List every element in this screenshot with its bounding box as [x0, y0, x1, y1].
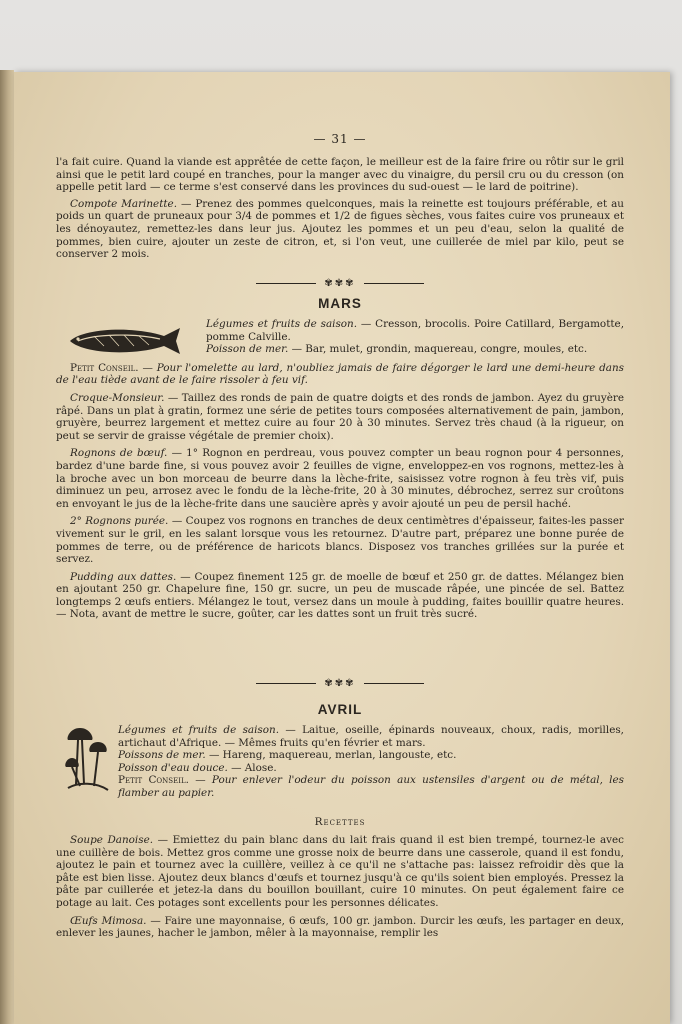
avril-poisson-douce: Poisson d'eau douce. — Alose. [118, 761, 277, 774]
section-title-mars: MARS [318, 296, 362, 311]
ornament-divider: ✾✾✾ [56, 278, 624, 289]
oeufs-mimosa-recipe: Œufs Mimosa. — Faire une mayonnaise, 6 œufs, 100 gr. jambon. Durcir les œufs, les partager en deux, enlever les jaunes, hacher le jambon, mêler à la mayonnaise, remplir les [56, 914, 625, 940]
intro-section [56, 156, 624, 261]
mars-conseil: Petit Conseil. — Pour l'omelette au lard, n'oubliez jamais de faire dégorger le lard une demi-heure dans de l'eau tiède avant de le faire rissoler à feu vif. [56, 361, 624, 387]
croque-monsieur-recipe: Croque-Monsieur. — Taillez des ronds de pain de quatre doigts et des ronds de jambon. Ayez du gruyère râpé. Dans un plat à gratin, formez une série de petites tours composées alternativement de pain, jambon, gruyère, beurrez largement et mettez cuire au four 20 à 30 minutes. Servez très chaud (à la rigueur, on peut se servir de graisse végétale de premier choix). [56, 391, 624, 442]
avril-recipes [56, 834, 624, 940]
avril-poisson-mer: Poissons de mer. — Hareng, maquereau, merlan, langouste, etc. [118, 749, 457, 762]
page-number: — 31 — [313, 132, 367, 146]
recettes-heading: Recettes [314, 816, 366, 828]
soupe-danoise-recipe: Soupe Danoise. — Emiettez du pain blanc dans du lait frais quand il est bien trempé, tournez-le avec une cuillère de bois. Mettez gros comme une grosse noix de beurre dans une casserole, quand il est fondu, ajoutez le pain et tournez avec la cuillère, veillez à ce qu'il ne s'attache pas: laissez refroidir dès que la pâte est bien lisse. Ajoutez deux blancs d'œufs et tournez jusqu'à ce qu'ils soient bien employés. Pressez la pâte par cuillerée et jetez-la dans du bouillon bouillant, cuire 10 minutes. On peut également faire ce potage au lait. Ces potages sont excellents pour les personnes délicates. [56, 834, 624, 909]
compote-title: Compote Marinette. [70, 197, 178, 210]
mars-section [56, 318, 624, 621]
mars-legumes: Légumes et fruits de saison. — Cresson, brocolis. Poire Catillard, Bergamotte, pomme Calville. [206, 318, 624, 343]
book-page [14, 72, 670, 1024]
book-spine [0, 70, 14, 1024]
compote-paragraph [56, 198, 624, 261]
rognons-puree-recipe: 2° Rognons purée. — Coupez vos rognons en tranches de deux centimètres d'épaisseur, faites-les passer vivement sur le gril, en les salant lorsque vous les retournez. D'autre part, préparez une bonne purée de pommes de terre, ou de préférence de haricots blancs. Disposez vos tranches grillées sur la purée et servez. [56, 515, 625, 566]
compote-body: — Prenez des pommes quelconques, mais la reinette est toujours préférable, et au poids un quart de pruneaux pour 3/4 de pommes et 1/2 de figues sèches, vous faites cuire vos pruneaux et les dénoyautez, remettez-les dans leur jus. Ajoutez les pommes et un peu d'eau, selon la qualité de pommes, bien cuire, ajouter un zeste de citron, et, si l'on veut, une cuillerée de miel par kilo, peut se conserver 2 mois. [56, 197, 624, 261]
avril-legumes: Légumes et fruits de saison. — Laitue, oseille, épinards nouveaux, choux, radis, morilles, artichaut d'Afrique. — Mêmes fruits qu'en février et mars. [118, 724, 624, 749]
pudding-recipe: Pudding aux dattes. — Coupez finement 125 gr. de moelle de bœuf et 250 gr. de dattes. Mélangez bien en ajoutant 250 gr. Chapelure fine, 150 gr. sucre, un peu de muscade râpée, une pincée de sel. Battez longtemps 2 œufs entiers. Mélangez le tout, versez dans un moule à pudding, faites bouillir quatre heures. — Nota, avant de mettre le sucre, goûter, car les dattes sont un fruit très sucré. [56, 570, 624, 621]
section-title-avril: AVRIL [317, 702, 363, 717]
avril-section [56, 724, 624, 800]
avril-conseil: Petit Conseil. — Pour enlever l'odeur du poisson aux ustensiles d'argent ou de métal, les flamber au papier. [118, 774, 624, 799]
mars-poisson: Poisson de mer. — Bar, mulet, grondin, maquereau, congre, moules, etc. [206, 343, 588, 356]
rognons-recipe: Rognons de bœuf. — 1° Rognon en perdreau, vous pouvez compter un beau rognon pour 4 personnes, bardez d'une barde fine, si vous pouvez avoir 2 feuilles de vigne, enveloppez-en vos rognons, mettez-les à la broche avec un bon morceau de beurre dans la lèche-frite, saisissez votre rognon à feu très vif, puis diminuez un peu, arrosez avec le fondu de la lèche-frite, 20 à 30 minutes, débrochez, serrez sur croûtons en envoyant le jus de la lèche-frite dans une saucière après y avoir ajouté un peu de persil haché. [56, 447, 624, 510]
ornament-divider: ✾✾✾ [56, 678, 624, 689]
intro-paragraph: l'a fait cuire. Quand la viande est apprêtée de cette façon, le meilleur est de la faire frire ou rôtir sur le gril ainsi que le petit lard coupé en tranches, pour la manger avec du vinaigre, du persil cru ou du cresson (on appelle petit lard — ce terme s'est conservé dans les provinces du sud-ouest — le lard de poitrine). [56, 156, 624, 194]
